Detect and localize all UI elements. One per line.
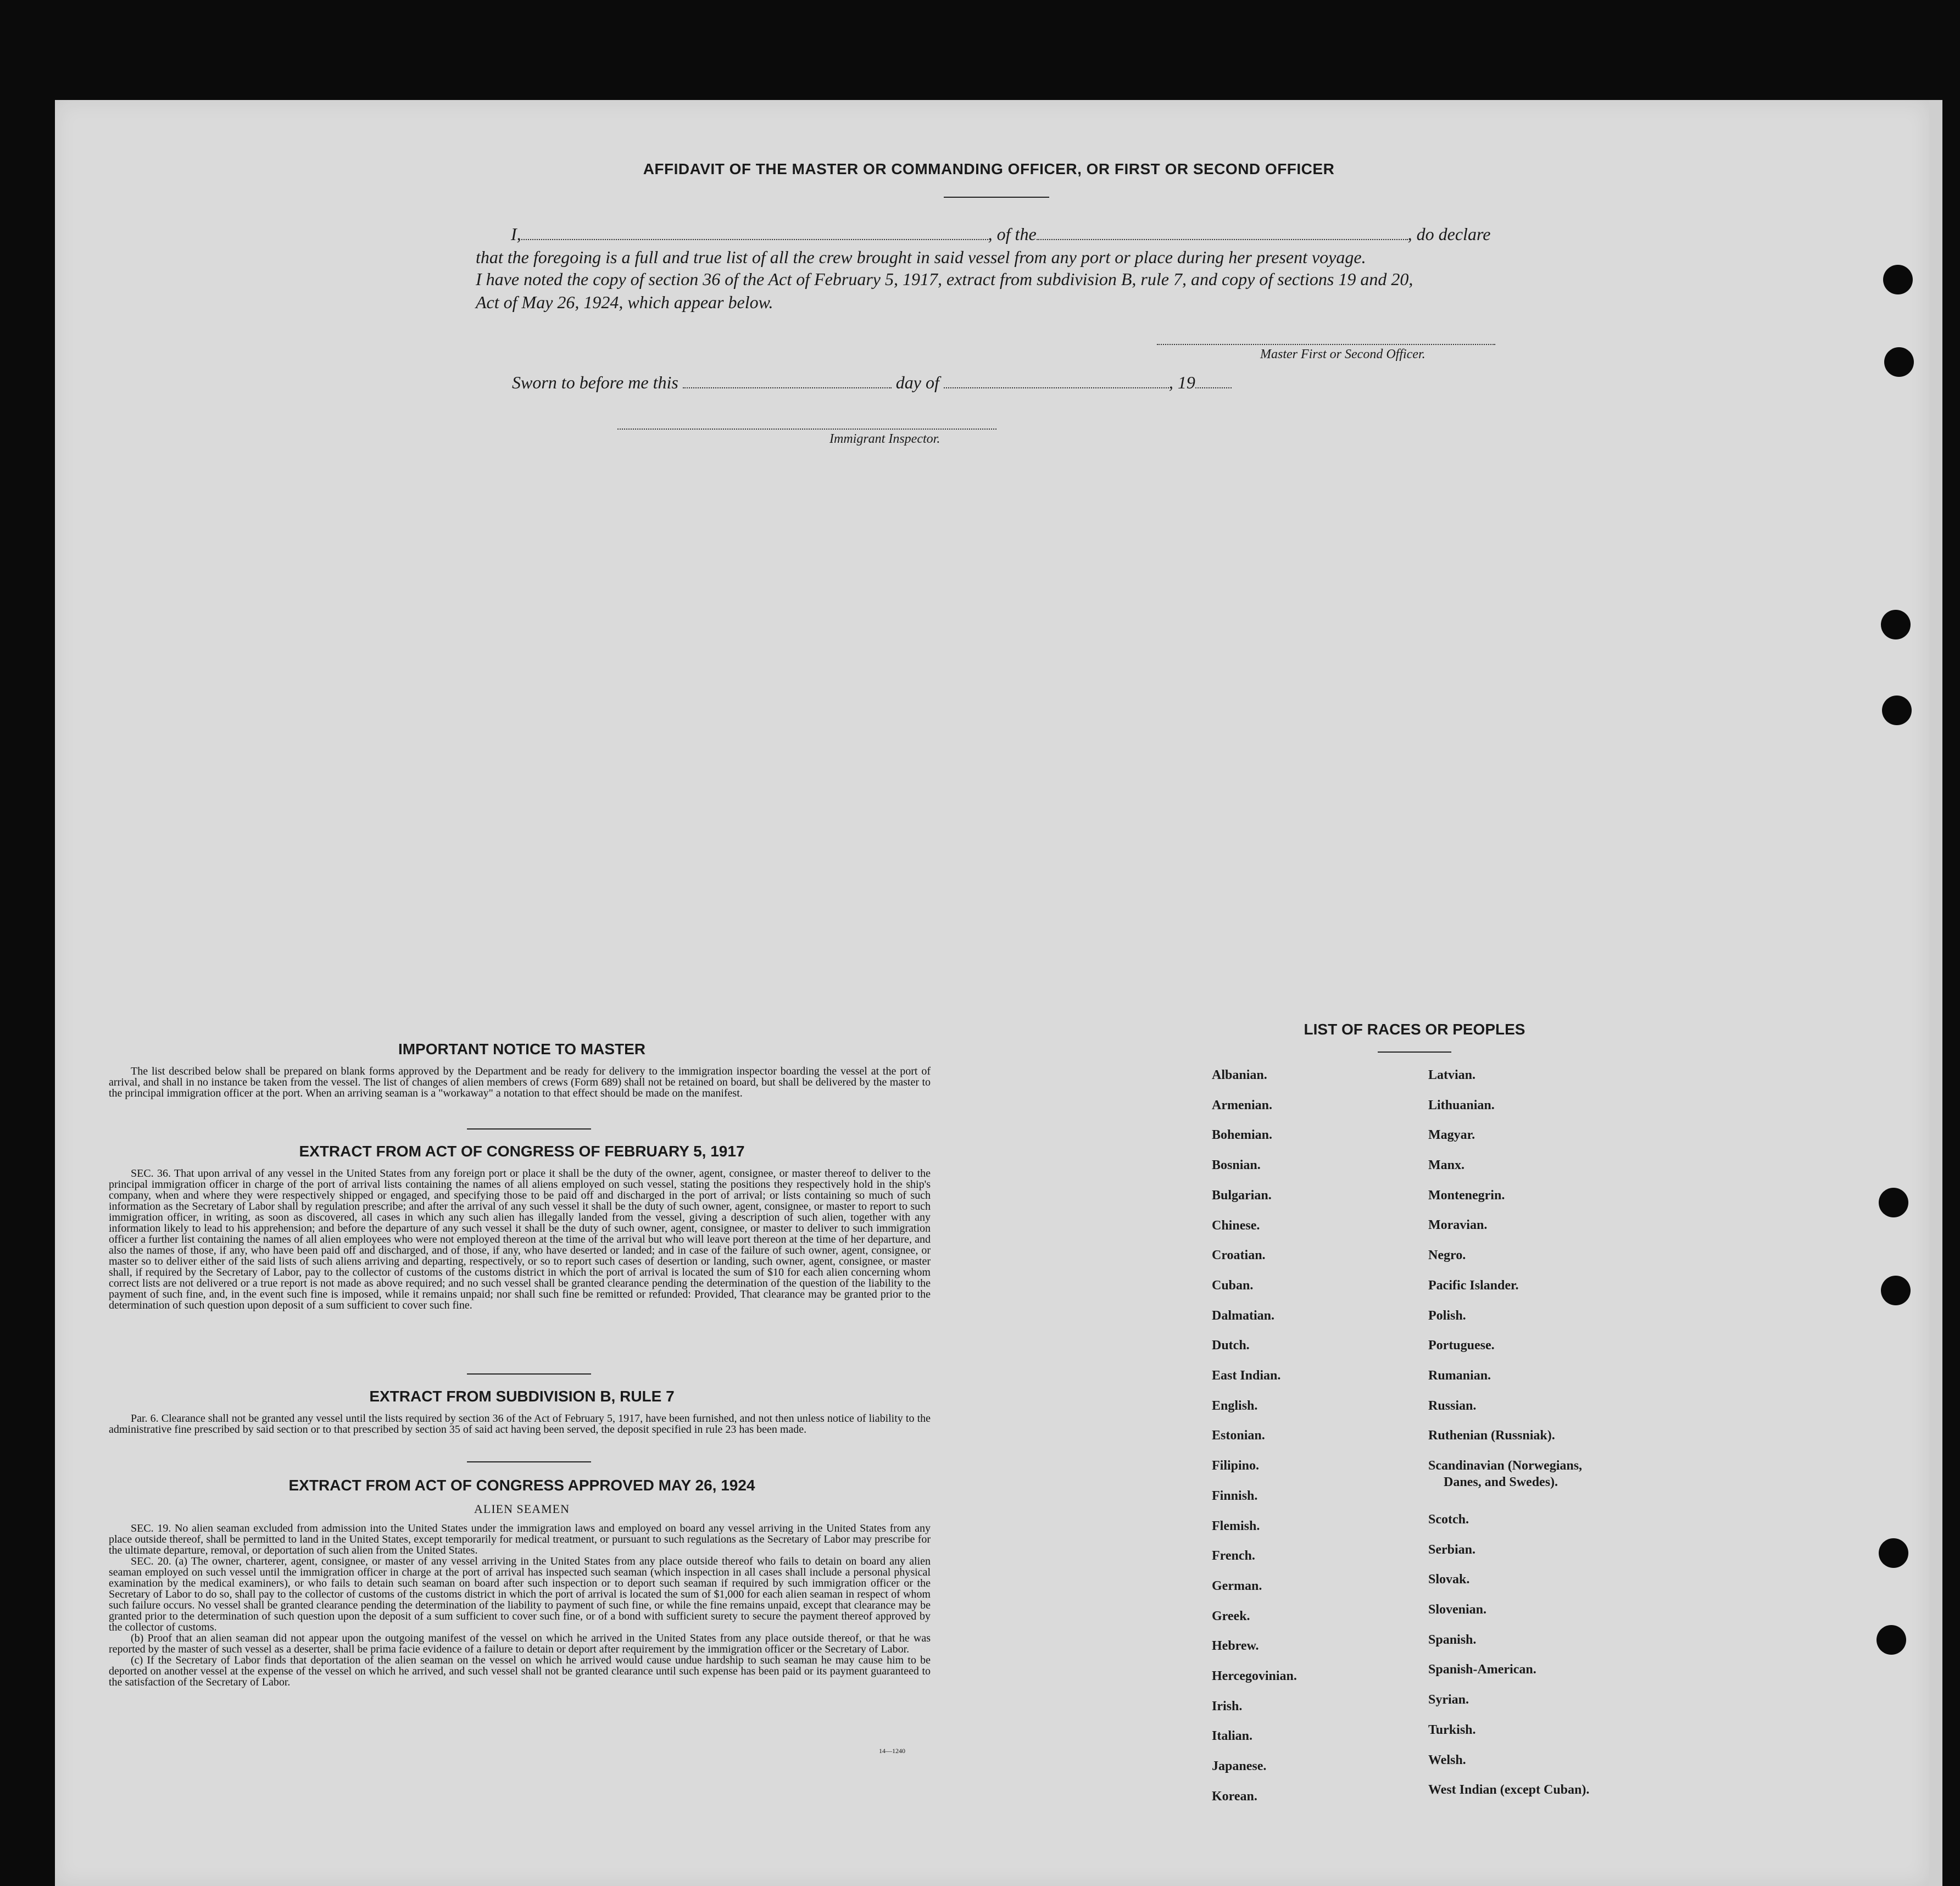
affidavit-text: , do declare	[1407, 224, 1491, 244]
affidavit-text: I,	[511, 224, 521, 244]
race-item: Italian.	[1212, 1729, 1253, 1743]
race-item: Russian.	[1428, 1399, 1477, 1413]
race-item: East Indian.	[1212, 1368, 1281, 1383]
sec-20b-paragraph: (b) Proof that an alien seaman did not appear upon the outgoing manifest of the vessel on which he arrived in the United States from any place outside thereof, or that he was reported by the master of such vessel as a deserter, shall be prima facie evidence of a failure to detain or deport after requirement by the immigration officer or the Secretary of Labor.	[109, 1632, 931, 1655]
race-item: Pacific Islander.	[1428, 1278, 1519, 1293]
alien-seamen-subtitle: ALIEN SEAMEN	[474, 1502, 570, 1516]
race-item: English.	[1212, 1399, 1258, 1413]
sec-20a-paragraph: SEC. 20. (a) The owner, charterer, agent, consignee, or master of any vessel arriving in the United States from any place outside thereof who fails to detain on board any alien seaman employed on such vessel until the immigration officer in charge at the port of arrival has inspected such seaman (which inspection in all cases shall include a personal physical examination by the medical examiners), or who fails to detain such seaman on board after such inspection or to deport such seaman if required by such immigration officer or the Secretary of Labor to do so, shall pay to the collector of customs of the customs district in which the port of arrival is located the sum of $1,000 for each alien seaman in respect of whom such failure occurs. No vessel shall be granted clearance pending the determination of the liability to payment of such fine, or while the fine remains unpaid, except that clearance may be granted prior to the determination of such question upon the deposit of a sum sufficient to cover such fine, or of a bond with sufficient surety to secure the payment thereof approved by the collector of customs.	[109, 1555, 931, 1633]
form-number: 14—1240	[879, 1747, 905, 1755]
race-item: Greek.	[1212, 1609, 1250, 1623]
race-item: Hercegovinian.	[1212, 1669, 1297, 1683]
sec-19-paragraph: SEC. 19. No alien seaman excluded from admission into the United States under the immigration laws and employed on board any vessel arriving in the United States from any place outside thereof, shall be permitted to land in the United States, except temporarily for medical treatment, or pursuant to such regulations as the Secretary of Labor may prescribe for the ultimate departure, removal, or deportation of such alien from the United States.	[109, 1522, 931, 1556]
divider	[467, 1461, 591, 1462]
race-item: Danes, and Swedes).	[1444, 1475, 1558, 1489]
sworn-day-blank[interactable]	[683, 376, 892, 388]
rule7-title: EXTRACT FROM SUBDIVISION B, RULE 7	[369, 1388, 675, 1405]
race-item: Irish.	[1212, 1699, 1243, 1713]
binder-hole	[1877, 1625, 1906, 1655]
binder-hole	[1884, 347, 1914, 377]
sworn-year-blank[interactable]	[1195, 376, 1232, 388]
race-item: Serbian.	[1428, 1543, 1476, 1557]
race-item: Croatian.	[1212, 1248, 1266, 1262]
race-item: Scotch.	[1428, 1512, 1469, 1527]
race-item: Spanish.	[1428, 1633, 1477, 1647]
sworn-text: day of	[895, 372, 939, 392]
race-item: Filipino.	[1212, 1459, 1260, 1473]
race-item: Magyar.	[1428, 1128, 1475, 1142]
inspector-signature-line[interactable]	[617, 429, 996, 430]
binder-hole	[1879, 1188, 1908, 1217]
notice-text	[109, 1066, 931, 1099]
race-item: Hebrew.	[1212, 1639, 1259, 1653]
affidavit-line-3: I have noted the copy of section 36 of the Act of February 5, 1917, extract from subdivision B, rule 7, and copy of sections 19 and 20,	[476, 269, 1413, 289]
race-item: Dutch.	[1212, 1338, 1250, 1353]
affidavit-text: , of the	[988, 224, 1037, 244]
extract-1917-text	[109, 1168, 931, 1311]
affidavit-title: AFFIDAVIT OF THE MASTER OR COMMANDING OFFICER, OR FIRST OR SECOND OFFICER	[643, 160, 1335, 177]
race-item: Welsh.	[1428, 1753, 1466, 1767]
race-item: Portuguese.	[1428, 1338, 1495, 1353]
race-item: French.	[1212, 1549, 1255, 1563]
race-item: Lithuanian.	[1428, 1098, 1495, 1112]
race-item: Polish.	[1428, 1309, 1466, 1323]
extract-1924-text	[109, 1523, 931, 1688]
race-item: Turkish.	[1428, 1723, 1476, 1737]
race-item: Syrian.	[1428, 1693, 1469, 1707]
page-edge	[1929, 100, 1942, 1886]
master-label: Master First or Second Officer.	[1260, 347, 1426, 361]
master-signature-line[interactable]	[1157, 344, 1495, 345]
notice-title: IMPORTANT NOTICE TO MASTER	[398, 1041, 646, 1058]
race-item: Bulgarian.	[1212, 1188, 1272, 1203]
binder-hole	[1883, 265, 1913, 294]
race-item: Moravian.	[1428, 1218, 1488, 1232]
race-item: German.	[1212, 1579, 1262, 1593]
binder-hole	[1881, 1276, 1911, 1305]
race-item: Slovak.	[1428, 1572, 1470, 1587]
affidavit-line-4: Act of May 26, 1924, which appear below.	[476, 292, 773, 312]
race-item: Montenegrin.	[1428, 1188, 1505, 1203]
vessel-blank[interactable]	[1037, 228, 1408, 240]
sworn-month-blank[interactable]	[944, 376, 1169, 388]
sworn-line	[512, 372, 1232, 393]
affidavit-line-1	[511, 224, 1490, 244]
notice-paragraph: The list described below shall be prepared on blank forms approved by the Department and be ready for delivery to the immigration inspector boarding the vessel at the port of arrival, and shall in no instance be taken from the vessel. The list of changes of alien members of crews (Form 689) shall not be retained on board, but shall be delivered by the master to the principal immigration officer at the port. When an arriving seaman is a "workaway" a notation to that effect should be made on the manifest.	[109, 1065, 931, 1099]
race-item: Finnish.	[1212, 1489, 1258, 1503]
race-item: Rumanian.	[1428, 1368, 1491, 1383]
race-item: Latvian.	[1428, 1068, 1476, 1082]
name-blank[interactable]	[521, 228, 988, 240]
race-item: Dalmatian.	[1212, 1309, 1274, 1323]
race-item: Scandinavian (Norwegians,	[1428, 1459, 1583, 1473]
races-title: LIST OF RACES OR PEOPLES	[1304, 1021, 1525, 1038]
race-item: Slovenian.	[1428, 1603, 1487, 1617]
race-item: Spanish-American.	[1428, 1662, 1536, 1677]
binder-hole	[1882, 696, 1912, 725]
sec-20c-paragraph: (c) If the Secretary of Labor finds that deportation of the alien seaman on the vessel on which he arrived would cause undue hardship to such seaman he may cause him to be deported on another vessel at the expense of the vessel on which he arrived, and such vessel shall not be granted clearance until such expense has been paid or its payment guaranteed to the satisfaction of the Secretary of Labor.	[109, 1654, 931, 1688]
extract-1924-title: EXTRACT FROM ACT OF CONGRESS APPROVED MAY 26, 1924	[288, 1477, 755, 1494]
binder-hole	[1879, 1538, 1908, 1568]
race-item: Armenian.	[1212, 1098, 1272, 1112]
rule7-text	[109, 1413, 931, 1435]
divider	[467, 1128, 591, 1130]
rule7-paragraph: Par. 6. Clearance shall not be granted any vessel until the lists required by section 36 of the Act of February 5, 1917, have been furnished, and not then unless notice of liability to the administrative fine prescribed by said section or to that prescribed by section 35 of said act having been served, the deposit specified in rule 23 has been made.	[109, 1412, 931, 1436]
races-divider	[1378, 1052, 1451, 1053]
divider	[467, 1373, 591, 1375]
affidavit-line-2: that the foregoing is a full and true list of all the crew brought in said vessel from any port or place during her present voyage.	[476, 247, 1366, 267]
title-divider	[944, 197, 1049, 198]
race-item: Manx.	[1428, 1158, 1465, 1172]
race-item: Cuban.	[1212, 1278, 1254, 1293]
race-item: Flemish.	[1212, 1519, 1260, 1533]
section-36-paragraph: SEC. 36. That upon arrival of any vessel in the United States from any foreign port or place it shall be the duty of the owner, agent, consignee, or master thereof to deliver to the principal immigration officer in charge of the port of arrival lists containing the names of all aliens employed on such vessel, stating the positions they respectively hold in the ship's company, when and where they were respectively shipped or engaged, and specifying those to be paid off and discharged in the port of arrival; or lists containing so much of such information as the Secretary of Labor shall by regulation prescribe; and after the arrival of any such vessel it shall be the duty of such owner, agent, consignee, or master to report to such immigration officer, in writing, as soon as discovered, all cases in which any such alien has illegally landed from the vessel, giving a description of such alien, together with any information likely to lead to his apprehension; and before the departure of any such vessel it shall be the duty of such owner, agent, consignee, or master to deliver to such immigration officer a further list containing the names of all alien employees who were not employed thereon at the time of the arrival but who will leave port thereon at the time of her departure, and also the names of those, if any, who have been paid off and discharged, and of those, if any, who have deserted or landed; and in case of the failure of such owner, agent, consignee, or master so to deliver either of the said lists of such aliens arriving and departing, respectively, or so to report such cases of desertion or landing, such owner, agent, consignee, or master shall, if required by the Secretary of Labor, pay to the collector of customs of the customs district in which the port of arrival is located the sum of $10 for each alien concerning whom correct lists are not delivered or a true report is not made as above required; and no such vessel shall be granted clearance pending the determination of the question of the liability to the payment of such fine, and, in the event such fine is imposed, while it remains unpaid; nor shall such fine be remitted or refunded: Provided, That clearance may be granted prior to the determination of such question upon deposit of a sum sufficient to cover such fine.	[109, 1167, 931, 1311]
race-item: Negro.	[1428, 1248, 1466, 1262]
inspector-label: Immigrant Inspector.	[829, 432, 940, 446]
race-item: Chinese.	[1212, 1219, 1260, 1233]
race-item: Ruthenian (Russniak).	[1428, 1428, 1555, 1443]
extract-1917-title: EXTRACT FROM ACT OF CONGRESS OF FEBRUARY 5, 1917	[299, 1143, 745, 1160]
binder-hole	[1881, 610, 1911, 639]
race-item: Estonian.	[1212, 1428, 1265, 1443]
race-item: Bohemian.	[1212, 1128, 1273, 1142]
sworn-text: , 19	[1168, 372, 1195, 392]
sworn-text: Sworn to before me this	[512, 372, 678, 392]
race-item: West Indian (except Cuban).	[1428, 1783, 1590, 1797]
race-item: Bosnian.	[1212, 1158, 1261, 1172]
race-item: Korean.	[1212, 1789, 1257, 1804]
race-item: Japanese.	[1212, 1759, 1267, 1773]
race-item: Albanian.	[1212, 1068, 1267, 1082]
